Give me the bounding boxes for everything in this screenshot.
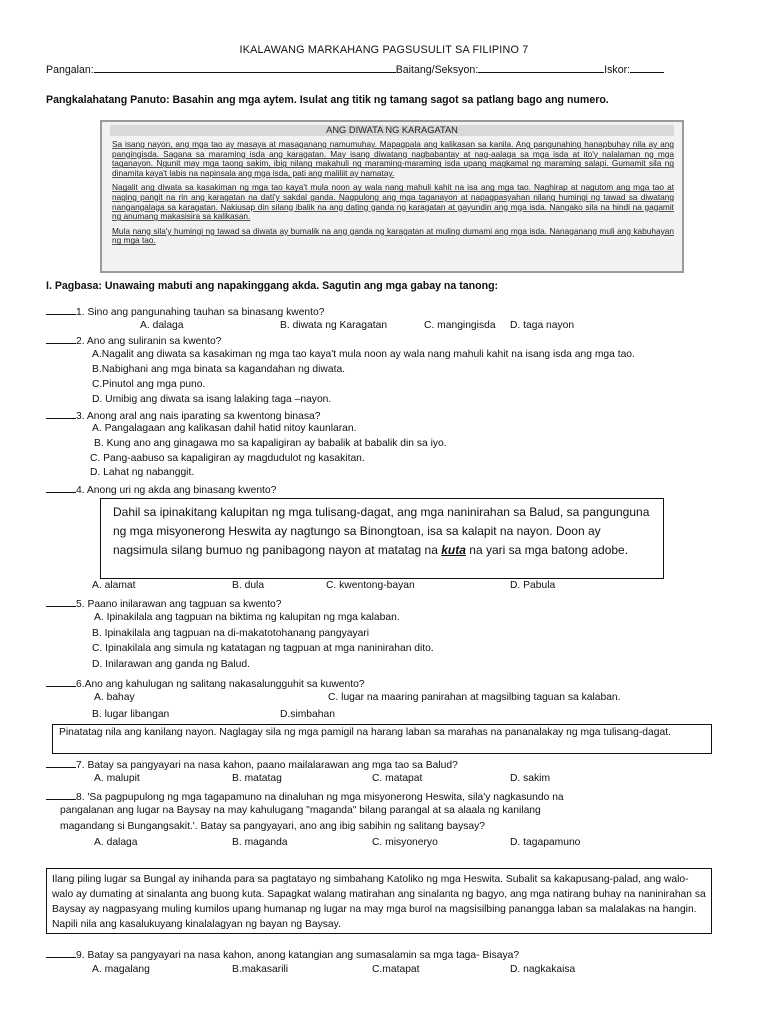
- q9-option-a: A. magalang: [92, 964, 150, 975]
- q7-option-d: D. sakim: [510, 773, 551, 784]
- answer-blank[interactable]: [46, 947, 76, 958]
- q6-option-d: D.simbahan: [280, 709, 335, 720]
- q1-option-b: B. diwata ng Karagatan: [280, 320, 388, 331]
- story-title: ANG DIWATA NG KARAGATAN: [110, 125, 674, 136]
- q4-option-d: D. Pabula: [510, 580, 556, 591]
- q8-option-a: A. dalaga: [94, 837, 138, 848]
- q4-option-c: C. kwentong-bayan: [326, 580, 415, 591]
- story-body: [112, 140, 674, 251]
- answer-blank[interactable]: [46, 408, 76, 419]
- q5-option-b: B. Ipinakilala ang tagpuan na di-makatotohanang pangyayari: [92, 628, 370, 639]
- q2-option-c: C.Pinutol ang mga puno.: [92, 379, 206, 390]
- question-1: 1. Sino ang pangunahing tauhan sa binasang kwento?: [46, 304, 324, 318]
- q3-option-b: B. Kung ano ang ginagawa mo sa kapaligiran ay babalik at babalik din sa iyo.: [94, 438, 447, 449]
- passage-box-3: Ilang piling lugar sa Bungal ay inihanda para sa pagtatayo ng simbahang Katoliko ng mga Heswita. Subalit sa kakapusang-palad, ang walo-walo ay dumating at sinalanta ang buong kuta. Sapagkat walang matirahan ang sinalanta ng bagyo, ang mga natirang buhay na naninirahan sa Baysay ay nagpasyang muling kumilos upang humanap ng lugar na may mga burol na magsisilbing panangga laban sa malalakas na hangin. Napili nila ang kasalukuyang kinalalagyan ng bayan ng Baysay.: [46, 868, 712, 934]
- q6-option-b: B. lugar libangan: [92, 709, 170, 720]
- q5-option-d: D. Inilarawan ang ganda ng Balud.: [92, 659, 250, 670]
- question-5: 5. Paano inilarawan ang tagpuan sa kwento?: [46, 596, 282, 610]
- student-info-line: [46, 62, 664, 76]
- q6-option-a: A. bahay: [94, 692, 135, 703]
- name-label: Pangalan:: [46, 64, 94, 76]
- question-2: 2. Ano ang suliranin sa kwento?: [46, 333, 221, 347]
- passage-box-1: Dahil sa ipinakitang kalupitan ng mga tulisang-dagat, ang mga naninirahan sa Balud, sa pangunguna ng mga misyonerong Heswita ay nagtungo sa Binongtoan, isa sa kalapit na nayon. Doon ay nagsimula silang bumuo ng panibagong nayon at matatag na kuta na yari sa mga batong adobe.: [100, 498, 664, 579]
- answer-blank[interactable]: [46, 482, 76, 493]
- question-4: 4. Anong uri ng akda ang binasang kwento?: [46, 482, 276, 496]
- q2-option-d: D. Umibig ang diwata sa isang lalaking taga –nayon.: [92, 394, 332, 405]
- story-paragraph: Mula nang sila'y humingi ng tawad sa diwata ay bumalik na ang ganda ng karagatan at muling dumami ang mga isda. Nanaganang muli ang kabuhayan ng mga tao.: [112, 225, 674, 246]
- q7-option-b: B. matatag: [232, 773, 282, 784]
- general-instruction: Pangkalahatang Panuto: Basahin ang mga aytem. Isulat ang titik ng tamang sagot sa patlang bago ang numero.: [46, 94, 609, 106]
- score-blank[interactable]: [630, 62, 664, 73]
- question-7: 7. Batay sa pangyayari na nasa kahon, paano mailalarawan ang mga tao sa Balud?: [46, 757, 458, 771]
- passage-box-2: Pinatatag nila ang kanilang nayon. Naglagay sila ng mga pamigil na harang laban sa marahas na pananalakay ng mga tulisang-dagat.: [52, 724, 712, 754]
- q2-option-b: B.Nabighani ang mga binata sa kagandahan ng diwata.: [92, 364, 346, 375]
- q8-option-b: B. maganda: [232, 837, 288, 848]
- section-blank[interactable]: [478, 62, 604, 73]
- section-label: Baitang/Seksyon:: [395, 64, 479, 76]
- story-paragraph: Sa isang nayon, ang mga tao ay masaya at masaganang namumuhay. Mapagpala ang kalikasan sa kanila. Ang pangunahing hanapbuhay nila ay ang pangingisda. Sagana sa maraming isda ang karagatan. May isang diwatang nagbabantay at nag-aalaga sa mga isda at ito'y nalalaman ng mga taganayon. Ngunit may mga taong sakim, ibig nilang makahuli ng maraming-maraming isda upang magkamal ng maraming salapi. Gumamit sila ng dinamita kaya't labis na napinsala ang mga isda, pati ang maliliit ay namatay.: [112, 139, 674, 178]
- q7-option-a: A. malupit: [94, 773, 140, 784]
- answer-blank[interactable]: [46, 304, 76, 315]
- answer-blank[interactable]: [46, 333, 76, 344]
- q3-option-c: C. Pang-aabuso sa kapaligiran ay magdudulot ng kasakitan.: [90, 453, 365, 464]
- answer-blank[interactable]: [46, 676, 76, 687]
- question-3: 3. Anong aral ang nais iparating sa kwentong binasa?: [46, 408, 320, 422]
- q2-option-a: A.Nagalit ang diwata sa kasakiman ng mga tao kaya't mula noon ay wala nang mahuli kahit na isang isda ang mga tao.: [92, 349, 635, 360]
- q4-option-a: A. alamat: [92, 580, 136, 591]
- q5-option-a: A. Ipinakilala ang tagpuan na biktima ng kalupitan ng mga kalaban.: [94, 612, 400, 623]
- story-paragraph: Nagalit ang diwata sa kasakiman ng mga tao kaya't mula noon ay wala nang mahuli kahit na isa ang mga tao. Naghirap at nagutom ang mga tao at naging pangit na rin ang karagatan na dati'y sakdal ganda. Nagpulong ang mga taganayon at napagpasyahan nilang humingi ng tawad sa diwatang nangangalaga sa karagatan. Nakiusap din silang ibalik na ang dating ganda ng karagatan at gayundin ang mga isda. Nangako sila na hindi na gagamit ng anumang makasisira sa kalikasan.: [112, 182, 674, 222]
- answer-blank[interactable]: [46, 789, 76, 800]
- answer-blank[interactable]: [46, 757, 76, 768]
- q6-option-c: C. lugar na maaring panirahan at magsilbing taguan sa kalaban.: [328, 692, 621, 703]
- underlined-word: kuta: [441, 543, 466, 557]
- question-8-line-3: magandang si Bungangsakit.'. Batay sa pangyayari, ano ang ibig sabihin ng salitang baysay?: [60, 821, 485, 832]
- question-6: 6.Ano ang kahulugan ng salitang nakasalungguhit sa kuwento?: [46, 676, 365, 690]
- q3-option-d: D. Lahat ng nabanggit.: [90, 467, 195, 478]
- q5-option-c: C. Ipinakilala ang simula ng katatagan ng tagpuan at mga naninirahan dito.: [92, 643, 434, 654]
- q9-option-b: B.makasarili: [232, 964, 289, 975]
- q8-option-d: D. tagapamuno: [510, 837, 581, 848]
- q3-option-a: A. Pangalagaan ang kalikasan dahil hatid nitoy kaunlaran.: [92, 423, 357, 434]
- q9-option-d: D. nagkakaisa: [510, 964, 576, 975]
- q7-option-c: C. matapat: [372, 773, 423, 784]
- q9-option-c: C.matapat: [372, 964, 420, 975]
- q1-option-c: C. mangingisda: [424, 320, 496, 331]
- q4-option-b: B. dula: [232, 580, 265, 591]
- question-8: 8. 'Sa pagpupulong ng mga tagapamuno na dinaluhan ng mga misyonerong Heswita, sila'y nagkasundo na: [46, 789, 564, 803]
- score-label: Iskor:: [604, 64, 631, 76]
- q1-option-d: D. taga nayon: [510, 320, 575, 331]
- q8-option-c: C. misyoneryo: [372, 837, 438, 848]
- answer-blank[interactable]: [46, 596, 76, 607]
- page-title: IKALAWANG MARKAHANG PAGSUSULIT SA FILIPINO 7: [239, 44, 529, 56]
- question-8-line-2: pangalanan ang lugar na Baysay na may kahulugang "maganda" bilang parangal at sa alaala ng kanilang: [60, 805, 541, 816]
- story-image: [100, 120, 684, 273]
- q1-option-a: A. dalaga: [140, 320, 184, 331]
- section-heading: I. Pagbasa: Unawaing mabuti ang napakinggang akda. Sagutin ang mga gabay na tanong:: [46, 280, 499, 292]
- question-9: 9. Batay sa pangyayari na nasa kahon, anong katangian ang sumasalamin sa mga taga- Bisaya?: [46, 947, 519, 961]
- name-blank[interactable]: [94, 62, 396, 73]
